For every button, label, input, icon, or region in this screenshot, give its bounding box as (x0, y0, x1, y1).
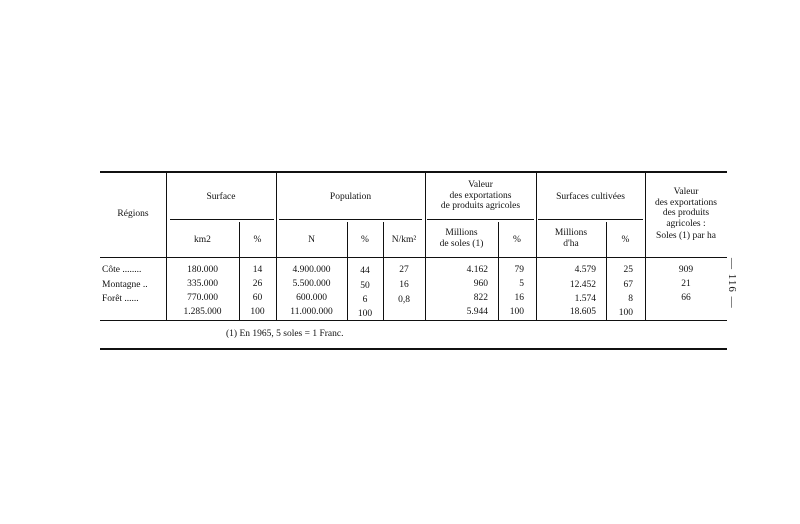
cell-population: 5.500.000 (292, 279, 331, 289)
header-valeur-par-ha-2: des exportations (654, 198, 717, 208)
total-soles-pct: 100 (509, 307, 524, 317)
cell-soles: 822 (473, 293, 488, 303)
cell-km2: 770.000 (187, 293, 218, 303)
subheader-km2: km2 (194, 235, 211, 245)
cell-soles: 960 (473, 279, 488, 289)
header-surface: Surface (206, 192, 236, 202)
subheader-population-pct: % (361, 235, 369, 245)
header-population: Population (329, 192, 372, 202)
header-surfaces-cultivees: Surfaces cultivées (556, 192, 625, 202)
subheader-millions-ha-2: d'ha (563, 239, 579, 249)
subheader-ha-pct: % (621, 235, 630, 245)
page-number: — 116 — (726, 258, 738, 309)
cell-population: 4.900.000 (292, 265, 331, 275)
cell-km2-pct: 14 (252, 265, 263, 275)
header-valeur-exportations-1: Valeur (468, 180, 493, 190)
cell-km2-pct: 26 (252, 279, 263, 289)
subheader-millions-ha-1: Millions (554, 228, 588, 238)
cell-population: 600.000 (296, 293, 327, 303)
total-soles: 5.944 (466, 307, 488, 317)
header-bottom-rule (100, 257, 727, 258)
cell-km2-pct: 60 (252, 293, 263, 303)
subheader-rule-surface (170, 219, 274, 220)
total-km2: 1.285.000 (183, 307, 222, 317)
cell-per-ha: 21 (681, 279, 691, 289)
row-region-foret: Forêt ...... (102, 294, 139, 304)
header-valeur-par-ha-4: agricoles : (666, 219, 706, 229)
cell-ha-pct: 67 (623, 280, 633, 290)
total-ha-pct: 100 (618, 308, 633, 318)
footnote: (1) En 1965, 5 soles = 1 Franc. (226, 329, 344, 339)
cell-ha: 1.574 (574, 294, 596, 304)
header-valeur-par-ha-3: des produits (662, 208, 710, 218)
subheader-soles-pct: % (513, 235, 521, 245)
cell-population-pct: 6 (362, 295, 368, 305)
cell-density: 27 (399, 265, 409, 275)
table-bottom-rule (100, 320, 727, 321)
cell-soles-pct: 79 (514, 265, 524, 275)
row-region-cote: Côte ........ (102, 265, 142, 275)
subheader-n: N (308, 235, 315, 245)
header-regions: Régions (117, 209, 149, 219)
subheader-surface-pct: % (253, 235, 262, 245)
cell-ha-pct: 25 (623, 265, 633, 275)
cell-soles-pct: 5 (519, 279, 524, 289)
cell-per-ha: 909 (678, 265, 694, 275)
row-region-montagne: Montagne .. (102, 280, 148, 290)
total-population: 11.000.000 (290, 307, 333, 317)
cell-soles: 4.162 (466, 265, 488, 275)
subheader-rule-population (279, 219, 422, 220)
header-valeur-par-ha-1: Valeur (673, 187, 699, 197)
cell-km2: 180.000 (187, 265, 218, 275)
subheader-millions-soles-1: Millions (445, 228, 478, 238)
cell-per-ha: 66 (681, 293, 691, 303)
cell-density: 16 (399, 280, 409, 290)
cell-ha: 4.579 (574, 265, 596, 275)
total-population-pct: 100 (357, 309, 373, 319)
subheader-rule-valeur (427, 219, 534, 220)
cell-population-pct: 50 (360, 281, 370, 291)
header-valeur-par-ha-5: Soles (1) par ha (656, 231, 716, 241)
subheader-millions-soles-2: de soles (1) (439, 239, 484, 249)
table-top-rule (100, 171, 727, 173)
cell-ha: 12.452 (569, 280, 596, 290)
cell-ha-pct: 8 (628, 294, 633, 304)
footnote-bottom-rule (100, 348, 727, 350)
cell-soles-pct: 16 (514, 293, 524, 303)
total-km2-pct: 100 (250, 307, 265, 317)
cell-km2: 335.000 (187, 279, 218, 289)
cell-density: 0,8 (398, 295, 410, 305)
cell-population-pct: 44 (360, 266, 370, 276)
header-valeur-exportations-2: des exportations (449, 191, 512, 201)
subheader-rule-surfaces (538, 219, 643, 220)
subheader-density: N/km² (391, 235, 417, 245)
header-valeur-exportations-3: de produits agricoles (440, 201, 521, 211)
total-ha: 18.605 (569, 307, 596, 317)
